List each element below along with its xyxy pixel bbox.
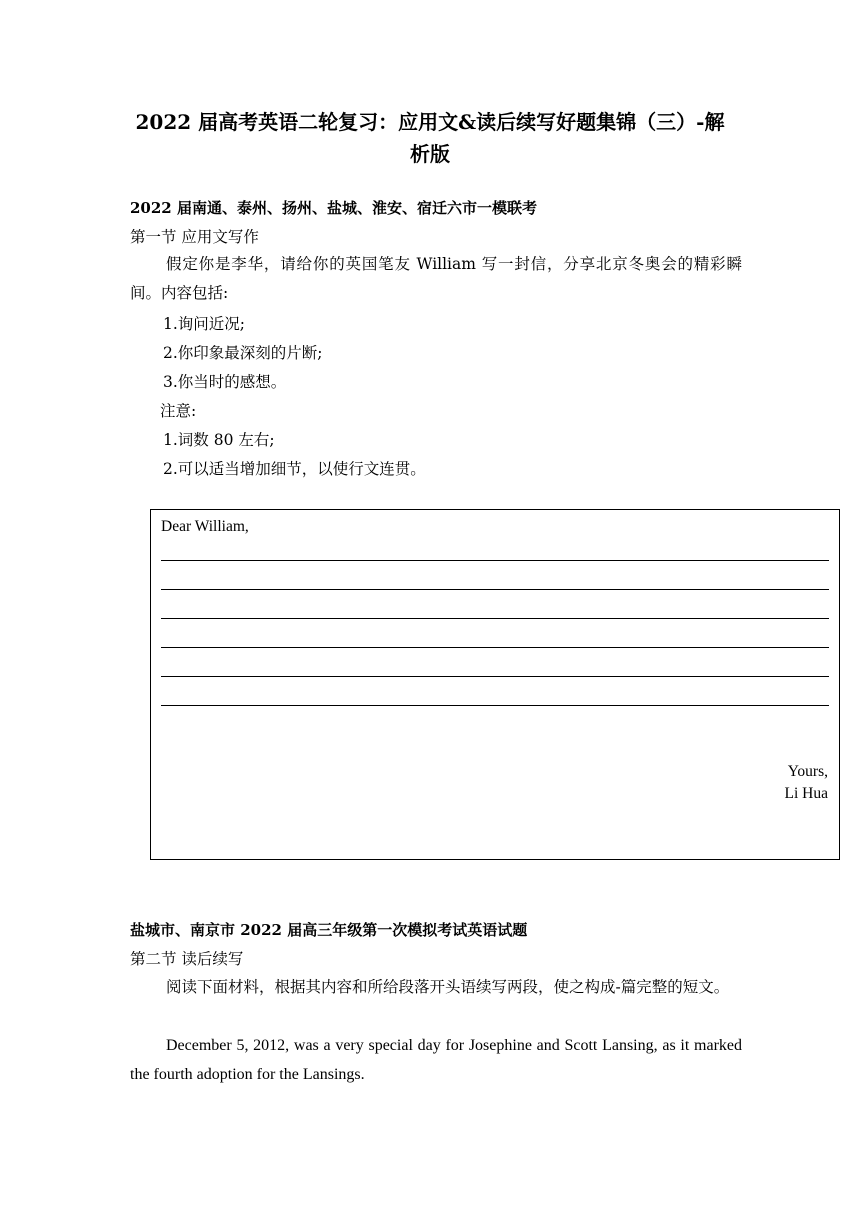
writing-line <box>161 705 829 706</box>
writing-line <box>161 560 829 561</box>
task-item-1: 1.询问近况; <box>163 315 246 333</box>
section2-source: 盐城市、南京市 2022 届高三年级第一次模拟考试英语试题 <box>130 921 528 939</box>
letter-signature: Li Hua <box>784 785 828 802</box>
writing-line <box>161 676 829 677</box>
section2-passage: December 5, 2012, was a very special day for Josephine and Scott Lansing, as it marked the fourth adoption for the Lansings. <box>130 1037 742 1083</box>
section2-instruction: 阅读下面材料，根据其内容和所给段落开头语续写两段，使之构成-篇完整的短文。 <box>166 978 730 996</box>
task-item-3: 3.你当时的感想。 <box>163 373 287 391</box>
section2-heading: 第二节 读后续写 <box>130 950 244 968</box>
writing-line <box>161 618 829 619</box>
note-item-2: 2.可以适当增加细节，以使行文连贯。 <box>163 460 426 478</box>
writing-line <box>161 589 829 590</box>
letter-closing: Yours, <box>787 763 828 780</box>
section1-prompt: 假定你是李华，请给你的英国笔友 William 写一封信，分享北京冬奥会的精彩瞬间。内容包括: <box>130 255 742 302</box>
letter-salutation: Dear William, <box>161 518 249 535</box>
section1-heading: 第一节 应用文写作 <box>130 228 259 246</box>
letter-answer-box <box>150 509 840 860</box>
task-item-2: 2.你印象最深刻的片断; <box>163 344 323 362</box>
notes-label: 注意: <box>160 402 197 420</box>
section1-source: 2022 届南通、泰州、扬州、盐城、淮安、宿迁六市一模联考 <box>130 199 537 217</box>
writing-line <box>161 647 829 648</box>
document-title: 2022 届高考英语二轮复习：应用文&读后续写好题集锦（三）-解析版 <box>135 110 725 166</box>
note-item-1: 1.词数 80 左右; <box>163 431 275 449</box>
